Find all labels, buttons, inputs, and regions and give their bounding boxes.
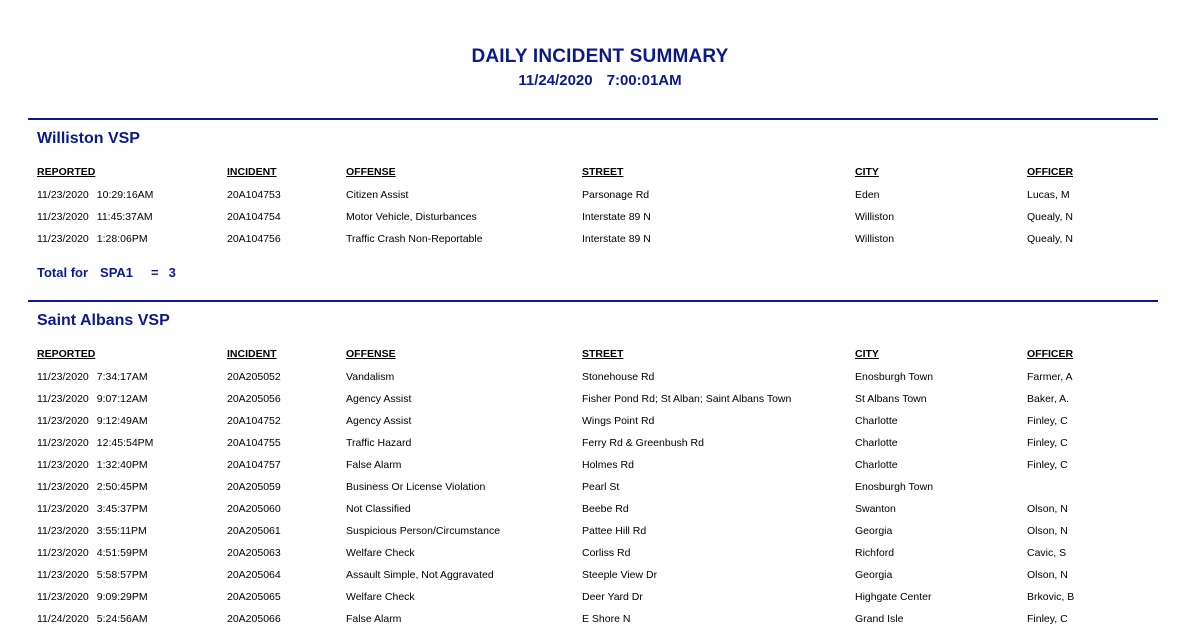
street-cell: Deer Yard Dr bbox=[582, 591, 643, 603]
reported-time: 5:58:57PM bbox=[96, 569, 148, 581]
reported-time: 3:45:37PM bbox=[96, 503, 148, 515]
incident-cell: 20A205061 bbox=[227, 525, 281, 537]
report-datetime bbox=[0, 72, 1200, 89]
reported-time: 10:29:16AM bbox=[96, 189, 154, 201]
offense-cell: Motor Vehicle, Disturbances bbox=[346, 211, 477, 223]
city-cell: Eden bbox=[855, 189, 880, 201]
report-date: 11/24/2020 bbox=[518, 72, 593, 89]
incident-cell: 20A104755 bbox=[227, 437, 281, 449]
street-cell: E Shore N bbox=[582, 613, 631, 625]
officer-cell: Quealy, N bbox=[1027, 233, 1073, 245]
column-header-officer: OFFICER bbox=[1027, 348, 1074, 360]
officer-cell: Quealy, N bbox=[1027, 211, 1073, 223]
offense-cell: Vandalism bbox=[346, 371, 395, 383]
section-divider bbox=[28, 118, 1158, 120]
incident-cell: 20A205065 bbox=[227, 591, 281, 603]
reported-time: 1:32:40PM bbox=[96, 459, 148, 471]
offense-cell: Traffic Hazard bbox=[346, 437, 412, 449]
reported-cell bbox=[37, 189, 153, 201]
column-header-officer: OFFICER bbox=[1027, 166, 1074, 178]
reported-cell bbox=[37, 415, 148, 427]
total-value: 3 bbox=[168, 265, 176, 280]
report-title: DAILY INCIDENT SUMMARY bbox=[471, 46, 729, 67]
offense-cell: Welfare Check bbox=[346, 547, 415, 559]
reported-date: 11/23/2020 bbox=[37, 547, 89, 559]
officer-cell: Olson, N bbox=[1027, 569, 1068, 581]
offense-cell: Not Classified bbox=[346, 503, 411, 515]
column-header-incident: INCIDENT bbox=[227, 166, 277, 178]
column-header-city: CITY bbox=[855, 348, 879, 360]
city-cell: Williston bbox=[855, 233, 895, 245]
reported-date: 11/23/2020 bbox=[37, 503, 89, 515]
incident-cell: 20A104754 bbox=[227, 211, 281, 223]
total-equals: = bbox=[151, 265, 159, 280]
offense-cell: Business Or License Violation bbox=[346, 481, 486, 493]
column-header-street: STREET bbox=[582, 348, 624, 360]
incident-cell: 20A205052 bbox=[227, 371, 281, 383]
column-header-street: STREET bbox=[582, 166, 624, 178]
reported-date: 11/23/2020 bbox=[37, 525, 89, 537]
officer-cell: Cavic, S bbox=[1027, 547, 1067, 559]
city-cell: Swanton bbox=[855, 503, 896, 515]
reported-cell bbox=[37, 525, 147, 537]
reported-date: 11/23/2020 bbox=[37, 459, 89, 471]
offense-cell: Agency Assist bbox=[346, 393, 412, 405]
incident-cell: 20A205066 bbox=[227, 613, 281, 625]
street-cell: Holmes Rd bbox=[582, 459, 634, 471]
reported-time: 12:45:54PM bbox=[96, 437, 154, 449]
city-cell: St Albans Town bbox=[855, 393, 927, 405]
reported-cell bbox=[37, 547, 148, 559]
reported-cell bbox=[37, 459, 148, 471]
reported-time: 2:50:45PM bbox=[96, 481, 148, 493]
offense-cell: Citizen Assist bbox=[346, 189, 409, 201]
street-cell: Corliss Rd bbox=[582, 547, 631, 559]
offense-cell: Suspicious Person/Circumstance bbox=[346, 525, 501, 537]
city-cell: Charlotte bbox=[855, 437, 898, 449]
reported-date: 11/23/2020 bbox=[37, 233, 89, 245]
section-title-williston: Williston VSP bbox=[37, 130, 140, 147]
reported-date: 11/23/2020 bbox=[37, 415, 89, 427]
reported-time: 11:45:37AM bbox=[96, 211, 153, 223]
reported-date: 11/23/2020 bbox=[37, 393, 89, 405]
reported-cell bbox=[37, 371, 148, 383]
column-header-city: CITY bbox=[855, 166, 879, 178]
incident-cell: 20A104756 bbox=[227, 233, 281, 245]
city-cell: Charlotte bbox=[855, 415, 898, 427]
reported-cell bbox=[37, 233, 148, 245]
offense-cell: Agency Assist bbox=[346, 415, 412, 427]
reported-time: 5:24:56AM bbox=[96, 613, 148, 625]
street-cell: Steeple View Dr bbox=[582, 569, 658, 581]
report-time: 7:00:01AM bbox=[606, 72, 682, 89]
incident-cell: 20A104752 bbox=[227, 415, 281, 427]
officer-cell: Finley, C bbox=[1027, 613, 1068, 625]
officer-cell: Finley, C bbox=[1027, 415, 1068, 427]
incident-cell: 20A205064 bbox=[227, 569, 281, 581]
reported-date: 11/24/2020 bbox=[37, 613, 89, 625]
reported-date: 11/23/2020 bbox=[37, 481, 89, 493]
total-code: SPA1 bbox=[100, 265, 134, 280]
offense-cell: False Alarm bbox=[346, 613, 402, 625]
street-cell: Fisher Pond Rd; St Alban; Saint Albans Town bbox=[582, 393, 792, 405]
column-header-offense: OFFENSE bbox=[346, 166, 396, 178]
city-cell: Enosburgh Town bbox=[855, 481, 934, 493]
reported-date: 11/23/2020 bbox=[37, 591, 89, 603]
street-cell: Wings Point Rd bbox=[582, 415, 655, 427]
officer-cell: Finley, C bbox=[1027, 459, 1068, 471]
incident-cell: 20A104757 bbox=[227, 459, 281, 471]
reported-cell bbox=[37, 569, 148, 581]
officer-cell: Brkovic, B bbox=[1027, 591, 1075, 603]
officer-cell: Lucas, M bbox=[1027, 189, 1070, 201]
reported-cell bbox=[37, 591, 148, 603]
reported-cell bbox=[37, 503, 148, 515]
offense-cell: Traffic Crash Non-Reportable bbox=[346, 233, 483, 245]
street-cell: Pattee Hill Rd bbox=[582, 525, 647, 537]
reported-date: 11/23/2020 bbox=[37, 569, 89, 581]
incident-cell: 20A104753 bbox=[227, 189, 281, 201]
incident-cell: 20A205063 bbox=[227, 547, 281, 559]
offense-cell: False Alarm bbox=[346, 459, 402, 471]
city-cell: Highgate Center bbox=[855, 591, 932, 603]
reported-cell bbox=[37, 481, 148, 493]
street-cell: Interstate 89 N bbox=[582, 211, 651, 223]
city-cell: Georgia bbox=[855, 525, 893, 537]
incident-cell: 20A205059 bbox=[227, 481, 281, 493]
officer-cell: Baker, A. bbox=[1027, 393, 1070, 405]
reported-time: 3:55:11PM bbox=[96, 525, 147, 537]
section-title-saint-albans: Saint Albans VSP bbox=[37, 312, 170, 329]
incident-cell: 20A205056 bbox=[227, 393, 281, 405]
officer-cell: Olson, N bbox=[1027, 525, 1068, 537]
reported-date: 11/23/2020 bbox=[37, 189, 89, 201]
reported-time: 1:28:06PM bbox=[96, 233, 148, 245]
reported-date: 11/23/2020 bbox=[37, 437, 89, 449]
street-cell: Parsonage Rd bbox=[582, 189, 650, 201]
column-header-reported: REPORTED bbox=[37, 348, 96, 360]
reported-time: 9:12:49AM bbox=[96, 415, 148, 427]
reported-cell bbox=[37, 437, 153, 449]
offense-cell: Welfare Check bbox=[346, 591, 415, 603]
reported-time: 9:07:12AM bbox=[96, 393, 148, 405]
section-total-williston bbox=[37, 265, 176, 280]
offense-cell: Assault Simple, Not Aggravated bbox=[346, 569, 494, 581]
total-label: Total for bbox=[37, 265, 89, 280]
reported-time: 7:34:17AM bbox=[96, 371, 148, 383]
reported-time: 9:09:29PM bbox=[96, 591, 148, 603]
column-header-offense: OFFENSE bbox=[346, 348, 396, 360]
reported-date: 11/23/2020 bbox=[37, 371, 89, 383]
street-cell: Stonehouse Rd bbox=[582, 371, 655, 383]
reported-cell bbox=[37, 211, 153, 223]
city-cell: Grand Isle bbox=[855, 613, 904, 625]
officer-cell: Farmer, A bbox=[1027, 371, 1073, 383]
street-cell: Ferry Rd & Greenbush Rd bbox=[582, 437, 704, 449]
officer-cell: Olson, N bbox=[1027, 503, 1068, 515]
reported-time: 4:51:59PM bbox=[96, 547, 148, 559]
column-header-incident: INCIDENT bbox=[227, 348, 277, 360]
city-cell: Richford bbox=[855, 547, 895, 559]
city-cell: Georgia bbox=[855, 569, 893, 581]
city-cell: Williston bbox=[855, 211, 895, 223]
street-cell: Pearl St bbox=[582, 481, 620, 493]
section-divider bbox=[28, 300, 1158, 302]
street-cell: Interstate 89 N bbox=[582, 233, 651, 245]
reported-cell bbox=[37, 393, 148, 405]
city-cell: Charlotte bbox=[855, 459, 898, 471]
reported-cell bbox=[37, 613, 148, 625]
column-header-reported: REPORTED bbox=[37, 166, 96, 178]
reported-date: 11/23/2020 bbox=[37, 211, 89, 223]
street-cell: Beebe Rd bbox=[582, 503, 629, 515]
officer-cell: Finley, C bbox=[1027, 437, 1068, 449]
city-cell: Enosburgh Town bbox=[855, 371, 934, 383]
incident-cell: 20A205060 bbox=[227, 503, 281, 515]
